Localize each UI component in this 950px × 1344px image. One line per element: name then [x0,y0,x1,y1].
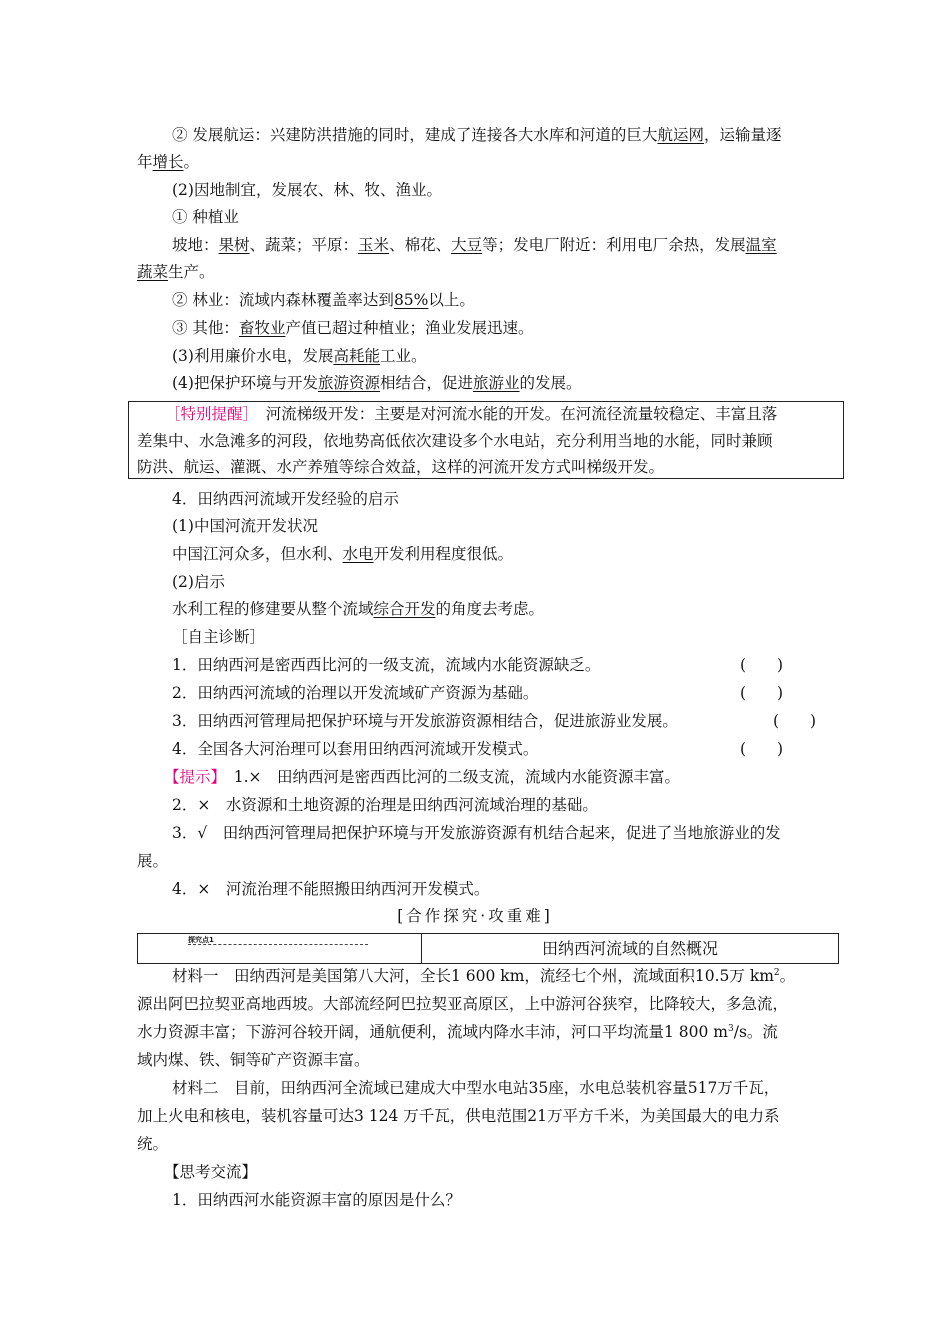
text: 工业。 [379,347,427,365]
item-other [172,318,849,338]
underlined-answer: 温室 [745,236,777,254]
reminder-label: ［特别提醒］ [165,405,251,423]
dashed-divider [188,944,368,945]
diagnosis-q3: 3．田纳西河管理局把保护环境与开发旅游资源相结合，促进旅游业发展。 [172,712,678,730]
think-title: 【思考交流】 [164,1163,258,1181]
material1-line1 [172,966,849,986]
text: 水利工程的修建要从整个流域 [172,600,374,618]
special-reminder-box [128,401,844,479]
text: 产值已超过种植业；渔业发展迅速。 [285,319,534,337]
material2-line3: 统。 [137,1135,169,1153]
text: ，运输量逐 [703,126,782,144]
material2-line2: 加上火电和核电，装机容量可达3 124 万千瓦，供电范围21万平方千米，为美国最大的电力系 [137,1107,780,1125]
reminder-line-2: 差集中、水急滩多的河段，依地势高低依次建设多个水电站，充分利用当地的水能，同时兼顾 [137,432,773,450]
hint-line-3-cont: 展。 [137,852,169,870]
text: ② 林业：流域内森林覆盖率达到 [172,291,394,309]
hint-line-2: 2．× 水资源和土地资源的治理是田纳西河流域治理的基础。 [172,796,598,814]
text: 生产。 [168,263,215,281]
text: (4)把保护环境与开发 [172,374,318,392]
diagnosis-q1: 1．田纳西河是密西西比河的一级支流，流域内水能资源缺乏。 [172,656,601,674]
text: 等；发电厂附近：利用电厂余热，发展 [482,236,746,254]
text: 河流梯级开发：主要是对河流水能的开发。在河流径流量较稳定、丰富且落 [250,405,778,423]
superscript: 2 [773,967,780,978]
material1-line3 [137,1022,849,1042]
text: 年 [137,153,153,171]
underlined-answer: 旅游资源 [317,374,380,392]
underlined-answer: 水电 [342,545,374,563]
reminder-line-3: 防洪、航运、灌溉、水产养殖等综合效益，这样的河流开发方式叫梯级开发。 [137,458,665,476]
underlined-answer: 畜牧业 [238,319,286,337]
text: 中国江河众多，但水利、 [172,545,343,563]
subheading-agriculture: (2)因地制宜，发展农、林、牧、渔业。 [172,181,442,199]
text: 1.× 田纳西河是密西西比河的二级支流，流域内水能资源丰富。 [218,768,681,786]
diagnosis-q4: 4．全国各大河治理可以套用田纳西河流域开发模式。 [172,740,539,758]
hint-label: 【提示】 [164,768,219,786]
text: 、棉花、 [389,236,452,254]
underlined-answer: 高耗能 [333,347,380,365]
underlined-answer: 综合开发 [373,600,436,618]
item-planting: ① 种植业 [172,208,239,226]
answer-blank: ( ) [740,740,784,758]
text: /s。流 [733,1023,778,1041]
text: 。 [183,153,200,171]
paragraph-china [172,544,849,564]
underlined-answer: 增长 [152,153,184,171]
topic-label: 探究点1 [188,936,214,944]
underlined-answer: 旅游业 [473,374,520,392]
paragraph-shipping-cont [137,152,849,172]
underlined-answer: 果树 [218,236,250,254]
underlined-answer: 玉米 [358,236,390,254]
material1-line4: 域内煤、铁、铜等矿产资源丰富。 [137,1051,370,1069]
text: 水力资源丰富；下游河谷较开阔，通航便利，流域内降水丰沛，河口平均流量1 800 m [137,1023,729,1041]
paragraph-planting-cont [137,262,849,282]
text: ② 发展航运：兴建防洪措施的同时，建成了连接各大水库和河道的巨大 [172,126,658,144]
diagnosis-title: ［自主诊断］ [172,628,266,646]
paragraph-planting [172,235,849,255]
text: 材料一 田纳西河是美国第八大河，全长1 600 km，流经七个州，流域面积10.5万 km [172,967,774,985]
answer-blank: ( ) [773,712,817,730]
answer-blank: ( ) [740,684,784,702]
text: 以上。 [428,291,475,309]
text: 开发利用程度很低。 [373,545,514,563]
item-forestry [172,290,849,310]
text: ③ 其他： [172,319,239,337]
think-q1: 1．田纳西河水能资源丰富的原因是什么？ [172,1191,461,1209]
heading-part4: 4．田纳西河流域开发经验的启示 [172,490,399,508]
text: 坡地： [172,236,219,254]
underlined-answer: 蔬菜 [137,263,169,281]
topic-title: 田纳西河流域的自然概况 [541,939,718,958]
text: 、蔬菜；平原： [249,236,359,254]
subheading-inspiration: (2)启示 [172,573,225,591]
text: 的角度去考虑。 [435,600,545,618]
text: 。 [779,967,796,985]
material2-line1: 材料二 目前，田纳西河全流域已建成大中型水电站35座，水电总装机容量517万千瓦， [172,1079,780,1097]
text: 相结合，促进 [379,374,473,392]
diagnosis-q2: 2．田纳西河流域的治理以开发流域矿产资源为基础。 [172,684,539,702]
hint-line-4: 4．× 河流治理不能照搬田纳西河开发模式。 [172,880,490,898]
underlined-answer: 大豆 [451,236,483,254]
material1-line2: 源出阿巴拉契亚高地西坡。大部流经阿巴拉契亚高原区，上中游河谷狭窄，比降较大，多急流， [137,995,789,1013]
paragraph-shipping [172,125,849,145]
topic-header-table [137,933,839,964]
text: (3)利用廉价水电，发展 [172,347,334,365]
subheading-china: (1)中国河流开发状况 [172,517,318,535]
underlined-answer: 85% [393,291,429,309]
underlined-answer: 航运网 [657,126,704,144]
hint-line-3: 3．√ 田纳西河管理局把保护环境与开发旅游资源有机结合起来，促进了当地旅游业的发 [172,824,781,842]
answer-blank: ( ) [740,656,784,674]
item-hydropower [172,346,849,366]
section-title: [合作探究·攻重难] [397,907,553,925]
superscript: 3 [728,1023,734,1034]
paragraph-inspiration [172,599,849,619]
item-tourism [172,373,849,393]
text: 的发展。 [519,374,582,392]
hint-line-1 [164,767,876,787]
reminder-line-1 [165,404,777,424]
